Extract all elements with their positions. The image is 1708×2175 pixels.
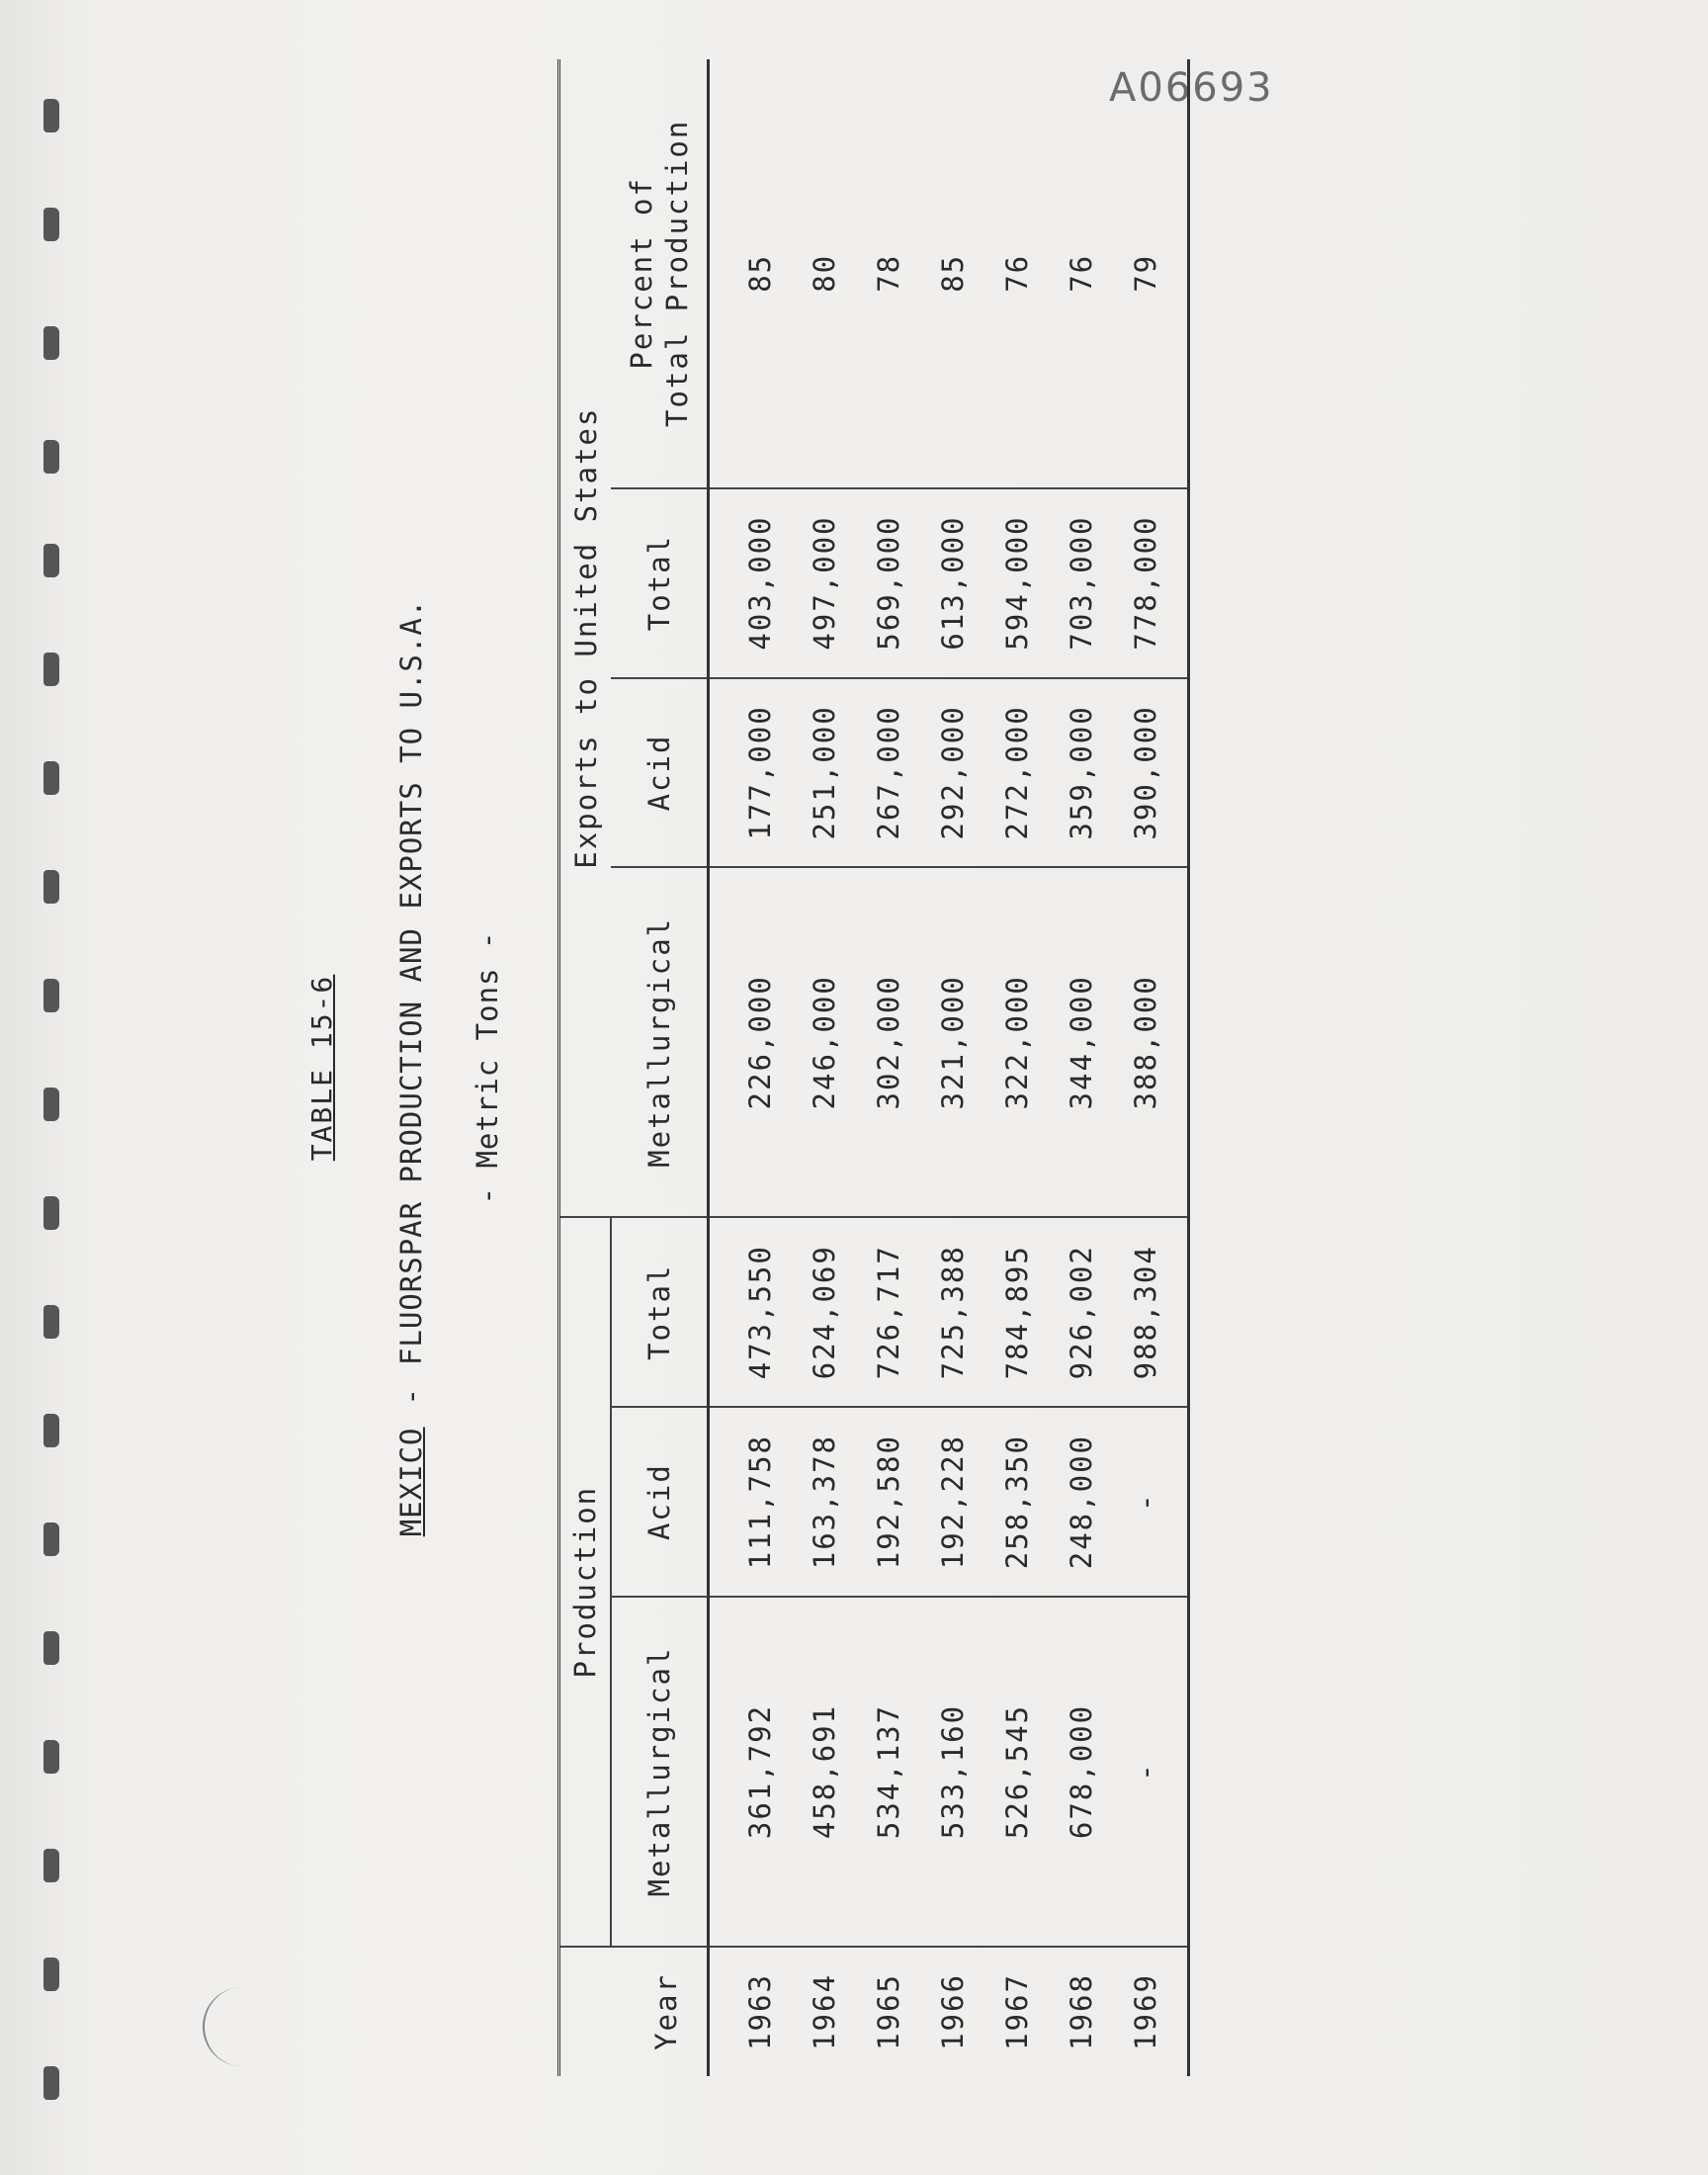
binding-hole: [43, 979, 59, 1012]
cell-exports-metallurgical: 322,000: [984, 867, 1049, 1217]
cell-percent: 76: [1049, 59, 1113, 488]
table-row: [1113, 59, 1189, 2076]
table-title: [394, 10, 428, 2126]
fluorspar-table: [557, 59, 1190, 2076]
cell-exports-metallurgical: 226,000: [709, 867, 793, 1217]
binding-hole: [43, 440, 59, 474]
pencil-mark: [203, 1987, 264, 2066]
header-production-metallurgical: Metallurgical: [611, 1597, 709, 1947]
binding-hole: [43, 1740, 59, 1774]
title-separator: -: [394, 1387, 428, 1406]
binding-hole: [43, 2066, 59, 2100]
cell-exports-metallurgical: 246,000: [792, 867, 856, 1217]
cell-production-total: 926,002: [1049, 1217, 1113, 1407]
header-year: Year: [559, 1947, 709, 2076]
table-row: [920, 59, 984, 2076]
header-production-acid: Acid: [611, 1407, 709, 1597]
cell-production-acid: -: [1113, 1407, 1189, 1597]
units-label: - Metric Tons -: [470, 930, 504, 1205]
cell-production-total: 624,069: [792, 1217, 856, 1407]
cell-exports-total: 403,000: [709, 488, 793, 678]
cell-year: 1965: [871, 1973, 905, 2050]
binding-hole: [43, 1631, 59, 1665]
binding-hole: [43, 208, 59, 241]
table-row: [984, 59, 1049, 2076]
cell-exports-acid: 177,000: [709, 678, 793, 868]
cell-production-metallurgical: 534,137: [856, 1597, 920, 1947]
cell-percent: 85: [920, 59, 984, 488]
header-exports-group: Exports to United States: [559, 59, 612, 1217]
table-row: [709, 59, 793, 2076]
header-production-total: Total: [611, 1217, 709, 1407]
header-production-group: Production: [559, 1217, 612, 1947]
cell-production-metallurgical: 458,691: [792, 1597, 856, 1947]
binding-hole: [43, 1088, 59, 1121]
cell-year: 1967: [999, 1973, 1034, 2050]
title-text: FLUORSPAR PRODUCTION AND EXPORTS TO U.S.A.: [394, 598, 428, 1366]
cell-production-total: 726,717: [856, 1217, 920, 1407]
cell-exports-total: 778,000: [1113, 488, 1189, 678]
table-label: TABLE 15-6: [305, 974, 338, 1162]
cell-year: 1963: [742, 1973, 777, 2050]
rotated-table-document: [261, 10, 1249, 2126]
cell-production-acid: 111,758: [709, 1407, 793, 1597]
cell-percent: 76: [984, 59, 1049, 488]
document-reference-number: A06693: [1109, 65, 1274, 111]
cell-percent: 80: [792, 59, 856, 488]
cell-production-total: 988,304: [1113, 1217, 1189, 1407]
cell-exports-acid: 272,000: [984, 678, 1049, 868]
cell-production-acid: 192,580: [856, 1407, 920, 1597]
binding-hole: [43, 1849, 59, 1882]
table-row: [856, 59, 920, 2076]
header-exports-total: Total: [611, 488, 709, 678]
header-exports-metallurgical: Metallurgical: [611, 867, 709, 1217]
cell-exports-metallurgical: 302,000: [856, 867, 920, 1217]
cell-production-acid: 258,350: [984, 1407, 1049, 1597]
cell-production-total: 784,895: [984, 1217, 1049, 1407]
binding-hole: [43, 870, 59, 904]
binding-hole: [43, 544, 59, 577]
cell-production-acid: 163,378: [792, 1407, 856, 1597]
binding-hole: [43, 1196, 59, 1230]
cell-production-total: 473,550: [709, 1217, 793, 1407]
cell-exports-metallurgical: 321,000: [920, 867, 984, 1217]
cell-exports-total: 703,000: [1049, 488, 1113, 678]
cell-exports-total: 497,000: [792, 488, 856, 678]
binding-hole: [43, 1522, 59, 1556]
cell-production-acid: 192,228: [920, 1407, 984, 1597]
binding-hole: [43, 99, 59, 132]
cell-exports-acid: 390,000: [1113, 678, 1189, 868]
cell-exports-total: 569,000: [856, 488, 920, 678]
cell-exports-total: 613,000: [920, 488, 984, 678]
header-exports-acid: Acid: [611, 678, 709, 868]
header-percent-line1: Percent of: [624, 177, 658, 370]
cell-percent: 79: [1113, 59, 1189, 488]
cell-year: 1968: [1064, 1973, 1098, 2050]
cell-exports-acid: 267,000: [856, 678, 920, 868]
cell-year: 1966: [935, 1973, 970, 2050]
title-country: MEXICO: [394, 1427, 428, 1537]
cell-production-metallurgical: 526,545: [984, 1597, 1049, 1947]
cell-production-metallurgical: 533,160: [920, 1597, 984, 1947]
binding-hole: [43, 1305, 59, 1339]
cell-production-metallurgical: 678,000: [1049, 1597, 1113, 1947]
table-row: [792, 59, 856, 2076]
cell-year: 1964: [807, 1973, 841, 2050]
header-percent-total-production: [611, 59, 709, 488]
cell-exports-acid: 292,000: [920, 678, 984, 868]
table-row: [1049, 59, 1113, 2076]
cell-year: 1969: [1113, 1947, 1189, 2076]
binding-hole: [43, 652, 59, 686]
cell-exports-acid: 359,000: [1049, 678, 1113, 868]
cell-production-total: 725,388: [920, 1217, 984, 1407]
cell-exports-total: 594,000: [984, 488, 1049, 678]
cell-percent: 78: [856, 59, 920, 488]
binding-hole: [43, 1958, 59, 1991]
cell-production-metallurgical: -: [1113, 1597, 1189, 1947]
cell-exports-metallurgical: 388,000: [1113, 867, 1189, 1217]
cell-exports-acid: 251,000: [792, 678, 856, 868]
header-percent-line2: Total Production: [659, 119, 694, 428]
cell-production-acid: 248,000: [1049, 1407, 1113, 1597]
cell-production-metallurgical: 361,792: [709, 1597, 793, 1947]
binding-holes: [43, 99, 73, 2116]
cell-exports-metallurgical: 344,000: [1049, 867, 1113, 1217]
cell-percent: 85: [709, 59, 793, 488]
binding-hole: [43, 1414, 59, 1447]
binding-hole: [43, 326, 59, 360]
binding-hole: [43, 761, 59, 795]
